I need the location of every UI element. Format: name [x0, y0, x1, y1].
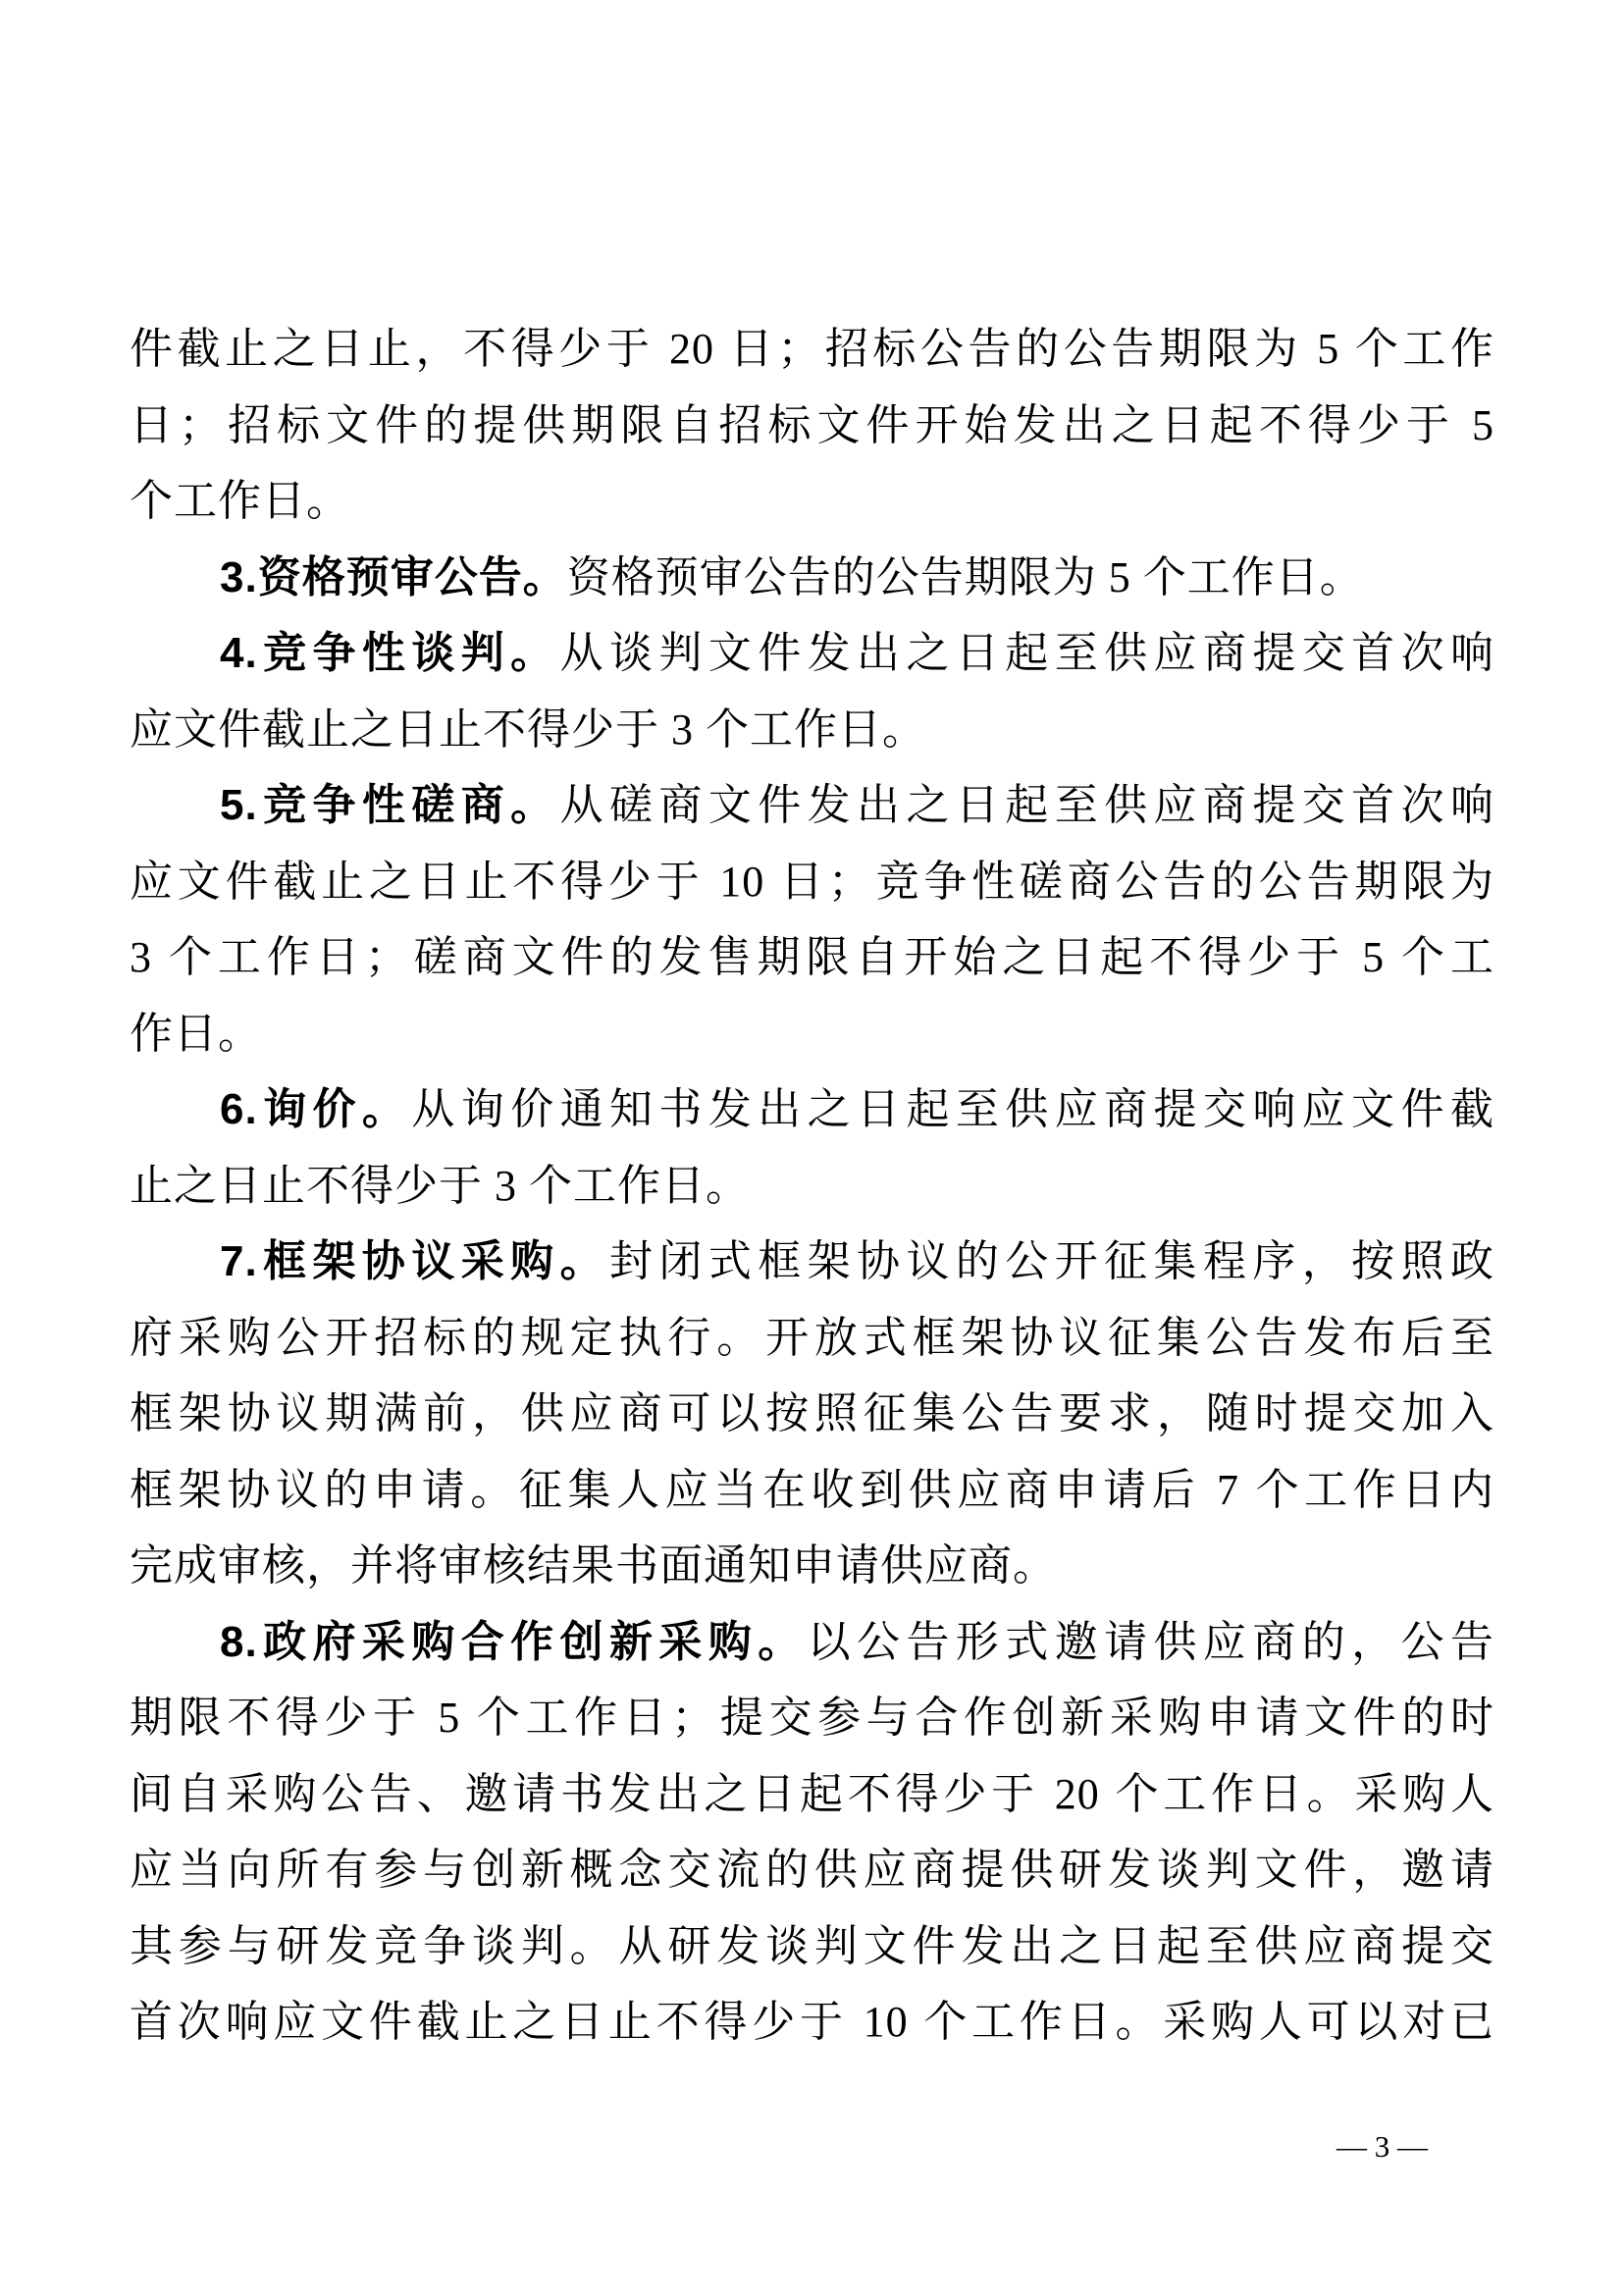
text-line [130, 1071, 1494, 1148]
line-text: 应当向所有参与创新概念交流的供应商提供研发谈判文件，邀请 [130, 1846, 1494, 1894]
text-line [130, 1300, 1494, 1377]
text-line [130, 1452, 1494, 1529]
line-text: 期限不得少于 5 个工作日；提交参与合作创新采购申请文件的时 [130, 1694, 1494, 1742]
line-text: 间自采购公告、邀请书发出之日起不得少于 20 个工作日。采购人 [130, 1769, 1494, 1818]
text-line [130, 692, 1494, 768]
line-text: 应文件截止之日止不得少于 3 个工作日。 [130, 704, 926, 754]
heading-lead: 3.资格预审公告。 [220, 552, 567, 601]
line-text: 从询价通知书发出之日起至供应商提交响应文件截 [411, 1085, 1494, 1133]
text-line [130, 1224, 1494, 1300]
line-text: 3 个工作日；磋商文件的发售期限自开始之日起不得少于 5 个工 [130, 933, 1494, 981]
line-text: 框架协议的申请。征集人应当在收到供应商申请后 7 个工作日内 [130, 1465, 1494, 1514]
text-line [130, 767, 1494, 844]
heading-lead: 6.询价。 [220, 1085, 412, 1133]
text-line [130, 463, 1494, 540]
document-content [130, 311, 1494, 2061]
line-text: 资格预审公告的公告期限为 5 个工作日。 [566, 552, 1364, 601]
line-text: 封闭式框架协议的公开征集程序，按照政 [609, 1237, 1495, 1285]
text-line [130, 1908, 1494, 1985]
text-line [130, 540, 1494, 616]
text-line [130, 388, 1494, 464]
heading-lead: 8.政府采购合作创新采购。 [220, 1617, 808, 1666]
line-text: 首次响应文件截止之日止不得少于 10 个工作日。采购人可以对已 [130, 1998, 1494, 2046]
line-text: 件截止之日止，不得少于 20 日；招标公告的公告期限为 5 个工作 [130, 325, 1494, 373]
text-line [130, 1832, 1494, 1908]
heading-lead: 7.框架协议采购。 [220, 1237, 609, 1285]
text-line [130, 1528, 1494, 1604]
text-line [130, 1984, 1494, 2061]
line-text: 框架协议期满前，供应商可以按照征集公告要求，随时提交加入 [130, 1389, 1494, 1437]
text-line [130, 1376, 1494, 1452]
line-text: 以公告形式邀请供应商的，公告 [807, 1617, 1494, 1666]
text-line [130, 615, 1494, 692]
line-text: 完成审核，并将审核结果书面通知申请供应商。 [130, 1541, 1057, 1590]
text-line [130, 919, 1494, 996]
text-line [130, 1604, 1494, 1681]
line-text: 从磋商文件发出之日起至供应商提交首次响 [559, 781, 1494, 829]
text-line [130, 1756, 1494, 1833]
text-line [130, 844, 1494, 920]
line-text: 止之日止不得少于 3 个工作日。 [130, 1161, 750, 1210]
page-number: — 3 — [1336, 2129, 1428, 2164]
heading-lead: 4.竞争性谈判。 [220, 629, 560, 677]
line-text: 日；招标文件的提供期限自招标文件开始发出之日起不得少于 5 [130, 400, 1494, 449]
text-line [130, 311, 1494, 388]
line-text: 其参与研发竞争谈判。从研发谈判文件发出之日起至供应商提交 [130, 1921, 1494, 1970]
line-text: 从谈判文件发出之日起至供应商提交首次响 [559, 629, 1494, 677]
line-text: 个工作日。 [130, 477, 350, 525]
page-footer [1336, 2127, 1428, 2166]
line-text: 应文件截止之日止不得少于 10 日；竞争性磋商公告的公告期限为 [130, 857, 1494, 906]
text-line [130, 1148, 1494, 1225]
line-text: 府采购公开招标的规定执行。开放式框架协议征集公告发布后至 [130, 1313, 1494, 1362]
text-line [130, 1680, 1494, 1756]
text-line [130, 996, 1494, 1072]
line-text: 作日。 [130, 1009, 262, 1058]
heading-lead: 5.竞争性磋商。 [220, 781, 560, 829]
